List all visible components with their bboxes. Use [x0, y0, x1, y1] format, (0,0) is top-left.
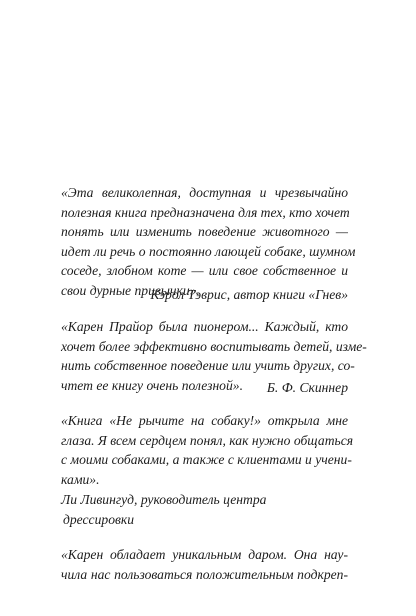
quote-line: чтет ее книгу очень полезной». — [61, 377, 243, 393]
quote-line: «Карен обладает уникальным даром. Она нау- — [61, 547, 348, 562]
quote-line: «Книга «Не рычите на собаку!» открыла мне — [61, 413, 348, 428]
quote-line: нить собственное поведение или учить других, со- — [61, 358, 355, 374]
quote-line: «Эта великолепная, доступная и чрезвычайно — [61, 185, 348, 200]
quote-line: идет ли речь о постоянно лающей собаке, шумном — [61, 243, 356, 259]
quote-line: понять или изменить поведение животного — — [61, 224, 348, 240]
quote-line: полезная книга предназначена для тех, кто хочет — [61, 204, 350, 220]
attribution-line: Ли Ливингуд, руководитель центра — [61, 492, 267, 507]
quote-line: хочет более эффективно воспитывать детей, изме- — [61, 338, 367, 354]
quote-line: «Карен Прайор была пионером... Каждый, кто — [61, 319, 348, 334]
quote-line: ками». — [61, 471, 100, 487]
quote-attribution-livingood — [61, 490, 266, 529]
quote-line: глаза. Я всем сердцем понял, как нужно общаться — [61, 432, 354, 448]
attribution-line: дрессировки — [63, 511, 135, 527]
quote-attribution-skinner: Б. Ф. Скиннер — [266, 380, 348, 395]
quote-line: с моими собаками, а также с клиентами и учени- — [61, 452, 352, 468]
quote-line: чила нас пользоваться положительным подкреп- — [61, 566, 348, 582]
quote-attribution-tavris: Кэрол Тэврис, автор книги «Гнев» — [150, 287, 348, 302]
quote-line: свои дурные привычки». — [61, 282, 200, 298]
quote-livingood — [61, 411, 354, 489]
quote-unknown — [61, 545, 348, 584]
quote-tavris — [61, 183, 356, 301]
quote-line: соседе, злобном коте — или свое собственное и — [61, 263, 348, 279]
